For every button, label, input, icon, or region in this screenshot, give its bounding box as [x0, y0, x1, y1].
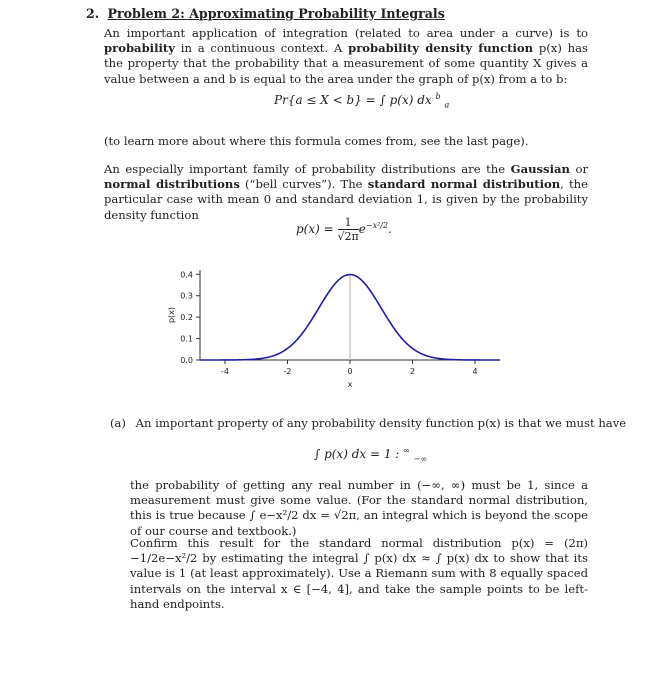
x-axis-label: x [347, 380, 353, 389]
problem-number: 2. [86, 6, 100, 21]
intro-text-a: An important application of integration (related to area under a curve) is to [104, 26, 588, 40]
normal-distribution-chart [160, 262, 520, 397]
pdf-equation [296, 216, 392, 243]
problem-heading [86, 6, 445, 21]
part-a-text: An important property of any probability density function p(x) is that we must have [135, 416, 627, 430]
gauss-text-e: (“bell curves”). The [239, 177, 368, 192]
eq1-body: Pr{a ≤ X < b} = ∫ p(x) dx [274, 93, 432, 107]
part-a-eq-lower: −∞ [413, 454, 428, 464]
problem-title: Problem 2: Approximating Probability Integrals [107, 6, 445, 21]
gaussian-paragraph [104, 162, 588, 223]
eq1-lower-limit: a [444, 100, 450, 110]
gauss-bold-gaussian: Gaussian [510, 162, 570, 176]
x-tick-label: 2 [409, 367, 416, 376]
x-tick-label: -4 [221, 367, 229, 376]
part-a-eq-upper: ∞ [403, 446, 410, 455]
gauss-bold-normal: normal distributions [104, 177, 240, 192]
probability-equation [274, 92, 449, 109]
y-tick-label: 0.1 [180, 334, 193, 344]
intro-bold-pdf: probability density function [348, 41, 534, 56]
part-a-eq-body: ∫ p(x) dx = 1 : [314, 447, 400, 461]
part-a-equation [314, 446, 427, 463]
intro-text-c: in a continuous context. A [174, 41, 349, 56]
eq1-upper-limit: b [435, 92, 441, 101]
gauss-text-a: An especially important family of probability distributions are the [104, 162, 511, 176]
eq2-lhs: p(x) = [296, 222, 334, 236]
eq2-numerator: 1 [338, 216, 359, 230]
part-a-paragraph-2: Confirm this result for the standard normal distribution p(x) = (2π)−1/2e−x²/2 by estimating the integral ∫ p(x) dx ≈ ∫ p(x) dx to show that its value is 1 (at least approximately). Use a Riemann sum with 8 equally spaced intervals on the interval x ∈ [−4, 4], and take the sample points to be left-hand endpoints. [130, 536, 588, 611]
intro-text-e: p(x) has the property that the probability that a measurement of some quantity X gives a value between a and b is equal to the area under the graph of p(x) from a to b: [104, 41, 588, 86]
y-tick-label: 0.0 [180, 356, 193, 365]
intro-paragraph [104, 26, 588, 87]
gauss-bold-standard: standard normal distribution [367, 177, 561, 192]
x-tick-label: 0 [347, 367, 353, 376]
gauss-text-g: , the particular case with mean 0 and standard deviation 1, is given by the probability density function [104, 177, 588, 222]
eq2-denominator: √2π [337, 230, 359, 243]
part-a-paragraph-1: the probability of getting any real number in (−∞, ∞) must be 1, since a measurement must give some value. (For the standard normal distribution, this is true because ∫ e−x²/2 dx = √2π, an integral which is beyond the scope of our course and textbook.) [130, 478, 588, 538]
y-tick-label: 0.3 [180, 291, 193, 301]
part-a [110, 416, 626, 430]
y-tick-label: 0.2 [180, 313, 193, 323]
y-tick-label: 0.4 [180, 270, 193, 280]
gauss-text-c: or [569, 162, 588, 176]
eq2-superscript: −x²/2 [365, 221, 389, 230]
y-axis-label: p(x) [167, 306, 176, 324]
x-tick-label: 4 [472, 367, 478, 376]
intro-bold-probability: probability [104, 41, 175, 56]
eq2-end: . [388, 222, 392, 236]
note-paragraph: (to learn more about where this formula comes from, see the last page). [104, 134, 529, 148]
part-a-label: (a) [110, 416, 126, 430]
x-tick-label: -2 [283, 367, 292, 376]
eq2-exp: e [358, 222, 366, 236]
eq2-fraction [338, 216, 359, 243]
